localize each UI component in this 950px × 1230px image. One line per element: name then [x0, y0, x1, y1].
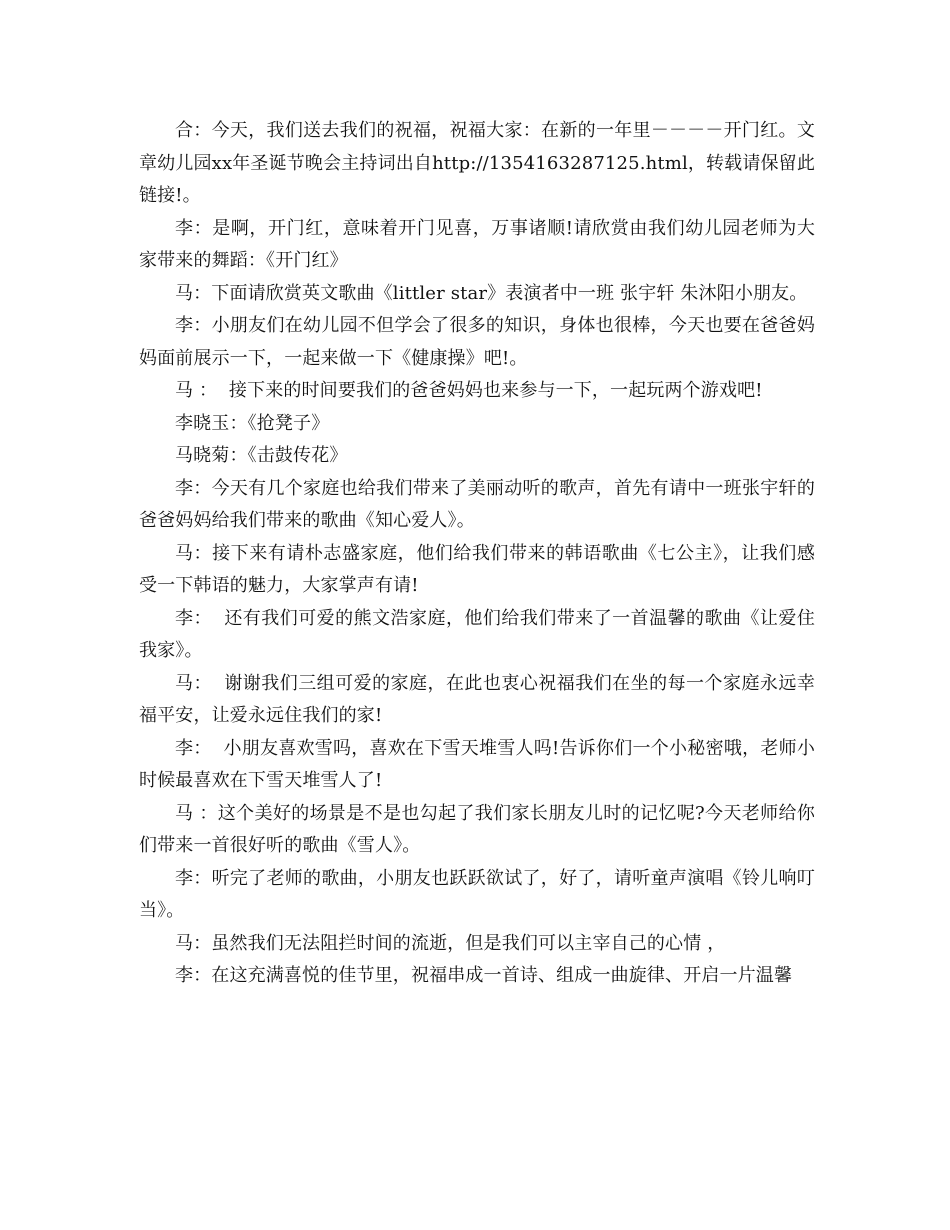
paragraph-family-song-2: 马：接下来有请朴志盛家庭，他们给我们带来的韩语歌曲《七公主》，让我们感受一下韩语的魅力，大家掌声有请! [139, 542, 815, 596]
paragraph-family-thanks: 马： 谢谢我们三组可爱的家庭，在此也衷心祝福我们在坐的每一个家庭永远幸福平安，让爱永远住我们的家! [139, 672, 815, 726]
paragraph-english-song: 马：下面请欣赏英文歌曲《littler star》表演者中一班 张宇轩 朱沐阳小朋友。 [175, 282, 808, 304]
paragraph-game-chairs: 李晓玉：《抢凳子》 [175, 412, 330, 434]
paragraph-snow-question: 李： 小朋友喜欢雪吗，喜欢在下雪天堆雪人吗!告诉你们一个小秘密哦，老师小时候最喜欢在下雪天堆雪人了! [139, 737, 815, 791]
paragraph-family-song-1: 李：今天有几个家庭也给我们带来了美丽动听的歌声，首先有请中一班张宇轩的爸爸妈妈给我们带来的歌曲《知心爱人》。 [139, 477, 815, 531]
paragraph-closing-greeting: 合：今天，我们送去我们的祝福，祝福大家：在新的一年里－－－－开门红。文章幼儿园xx年圣诞节晚会主持词出自http://1354163287125.html，转载请保留此链接!。 [139, 120, 815, 206]
paragraph-game-drum: 马晓菊：《击鼓传花》 [175, 445, 348, 466]
paragraph-dance-intro: 李：是啊，开门红，意味着开门见喜，万事诸顺!请欣赏由我们幼儿园老师为大家带来的舞蹈：《开门红》 [139, 217, 815, 271]
paragraph-games-intro: 马 ： 接下来的时间要我们的爸爸妈妈也来参与一下，一起玩两个游戏吧! [175, 380, 763, 401]
paragraph-festival-blessing: 李：在这充满喜悦的佳节里，祝福串成一首诗、组成一曲旋律、开启一片温馨 [175, 965, 793, 986]
paragraph-family-song-3: 李： 还有我们可爱的熊文浩家庭，他们给我们带来了一首温馨的歌曲《让爱住我家》。 [139, 607, 815, 661]
paragraph-time-passing: 马：虽然我们无法阻拦时间的流逝，但是我们可以主宰自己的心情 ， [175, 932, 726, 954]
document-body [139, 115, 815, 993]
paragraph-health-exercise: 李：小朋友们在幼儿园不但学会了很多的知识，身体也很棒，今天也要在爸爸妈妈面前展示一下，一起来做一下《健康操》吧!。 [139, 315, 815, 369]
paragraph-jingle-bells: 李：听完了老师的歌曲，小朋友也跃跃欲试了，好了，请听童声演唱《铃儿响叮当》。 [139, 867, 815, 921]
paragraph-snowman-song: 马 ：这个美好的场景是不是也勾起了我们家长朋友儿时的记忆呢?今天老师给你们带来一首很好听的歌曲《雪人》。 [139, 802, 815, 856]
